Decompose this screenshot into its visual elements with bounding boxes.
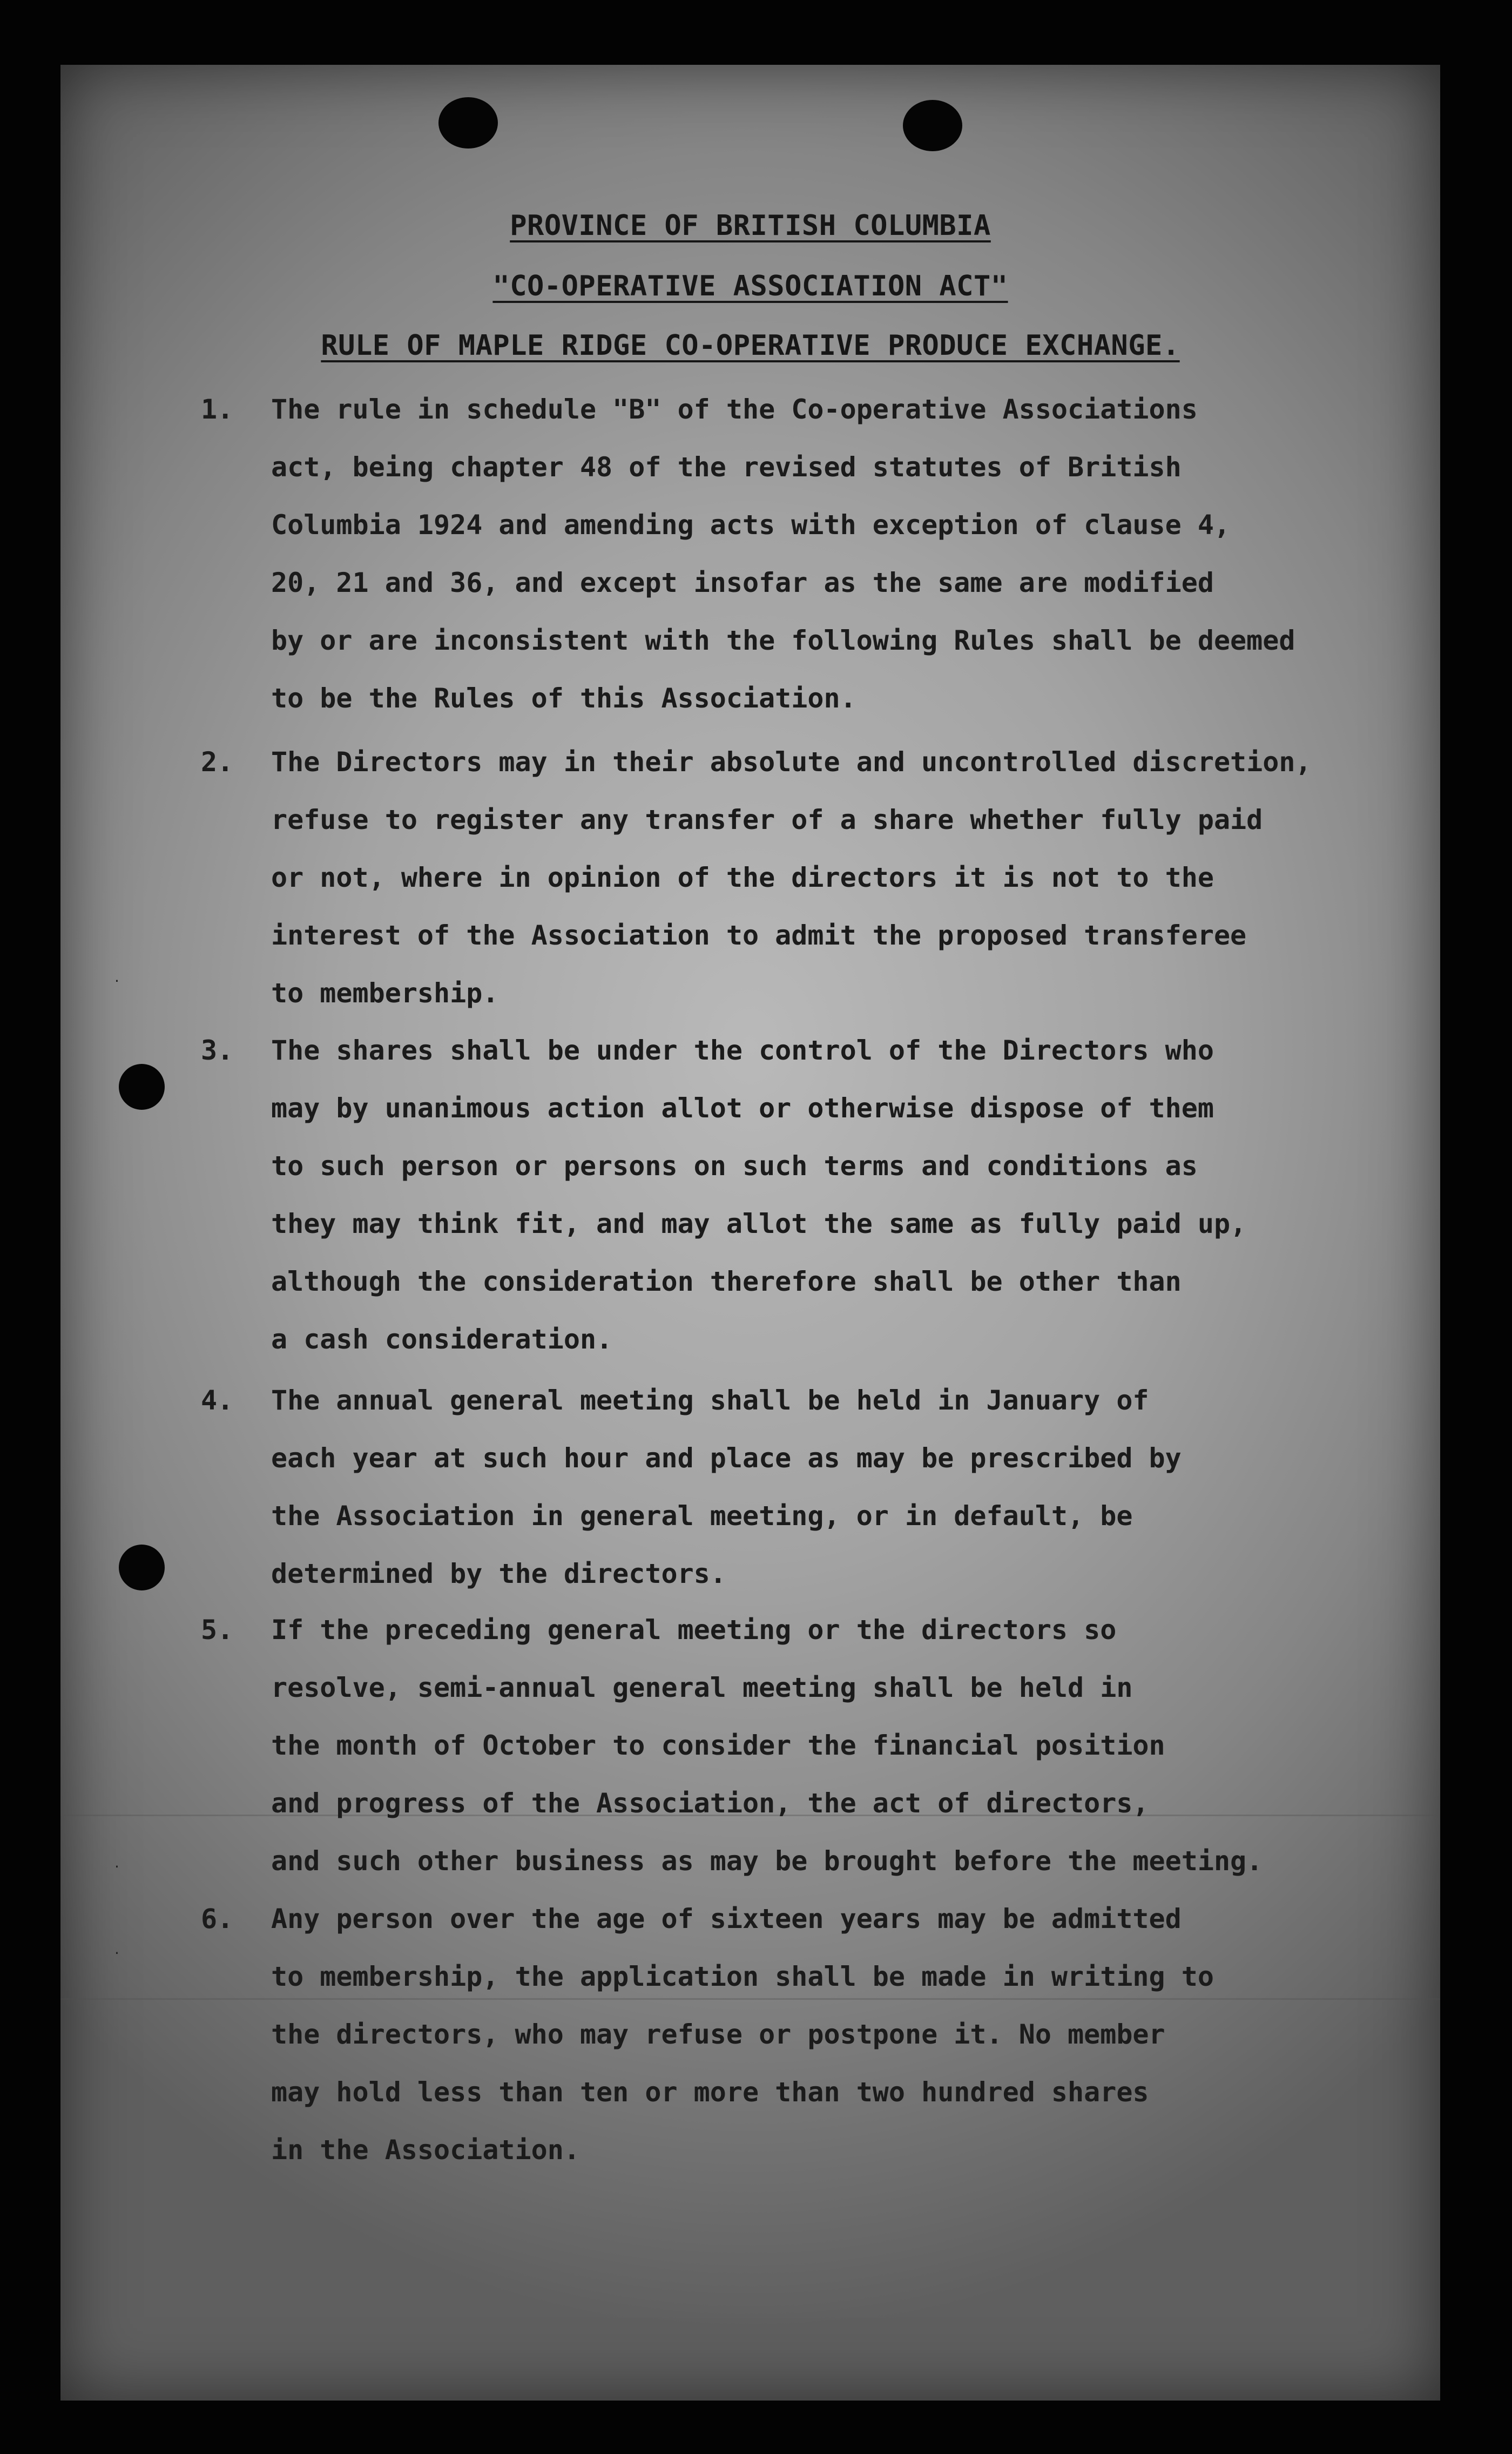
document-page xyxy=(60,65,1440,2401)
punch-hole xyxy=(438,97,498,149)
rule-number: 4. xyxy=(201,1385,234,1416)
rule-number: 6. xyxy=(201,1903,234,1934)
rule-number: 3. xyxy=(201,1035,234,1066)
punch-hole xyxy=(119,1064,165,1110)
rule-text: The rule in schedule "B" of the Co-operative Associations act, being chapter 48 of the revised statutes of British Columbia 1924 and amending acts with exception of clause 4, 20, 21 and 36, and except insofar as the same are modified by or are inconsistent with the following Rules shall be deemed to be the Rules of this Association. xyxy=(271,394,1295,714)
rule-1 xyxy=(201,381,1389,727)
rule-6 xyxy=(201,1890,1389,2179)
rule-text: The Directors may in their absolute and uncontrolled discretion, refuse to register any transfer of a share whether fully paid or not, where in opinion of the directors it is not to the interest of the Association to admit the proposed transferee to membership. xyxy=(271,746,1312,1009)
rule-5 xyxy=(201,1601,1389,1890)
heading-act: "CO-OPERATIVE ASSOCIATION ACT" xyxy=(492,270,1008,302)
rule-text: Any person over the age of sixteen years may be admitted to membership, the application shall be made in writing to the directors, who may refuse or postpone it. No member may hold less than ten or more than two hundred shares in the Association. xyxy=(271,1903,1214,2166)
rule-2 xyxy=(201,733,1389,1022)
rule-3 xyxy=(201,1022,1389,1368)
rule-number: 2. xyxy=(201,746,234,778)
punch-hole xyxy=(903,100,962,151)
rule-text: The annual general meeting shall be held in January of each year at such hour and place as may be prescribed by the Association in general meeting, or in default, be determined by the directors. xyxy=(271,1385,1182,1589)
rule-text: The shares shall be under the control of the Directors who may by unanimous action allot or otherwise dispose of them to such person or persons on such terms and conditions as they may think fit, and may allot the same as fully paid up, although the consideration therefore shall be other than a cash consideration. xyxy=(271,1035,1247,1355)
margin-mark: · xyxy=(114,972,119,990)
punch-hole xyxy=(119,1545,165,1590)
margin-mark: · xyxy=(114,1944,119,1962)
margin-mark: · xyxy=(114,1858,119,1876)
rule-text: If the preceding general meeting or the directors so resolve, semi-annual general meeting shall be held in the month of October to consider the financial position and progress of the Association, the act of directors, and such other business as may be brought before the meeting. xyxy=(271,1614,1263,1877)
heading-province: PROVINCE OF BRITISH COLUMBIA xyxy=(510,210,991,242)
rule-number: 1. xyxy=(201,394,234,425)
rule-number: 5. xyxy=(201,1614,234,1646)
rule-4 xyxy=(201,1372,1389,1603)
heading-rules-title: RULE OF MAPLE RIDGE CO-OPERATIVE PRODUCE EXCHANGE. xyxy=(321,329,1180,362)
